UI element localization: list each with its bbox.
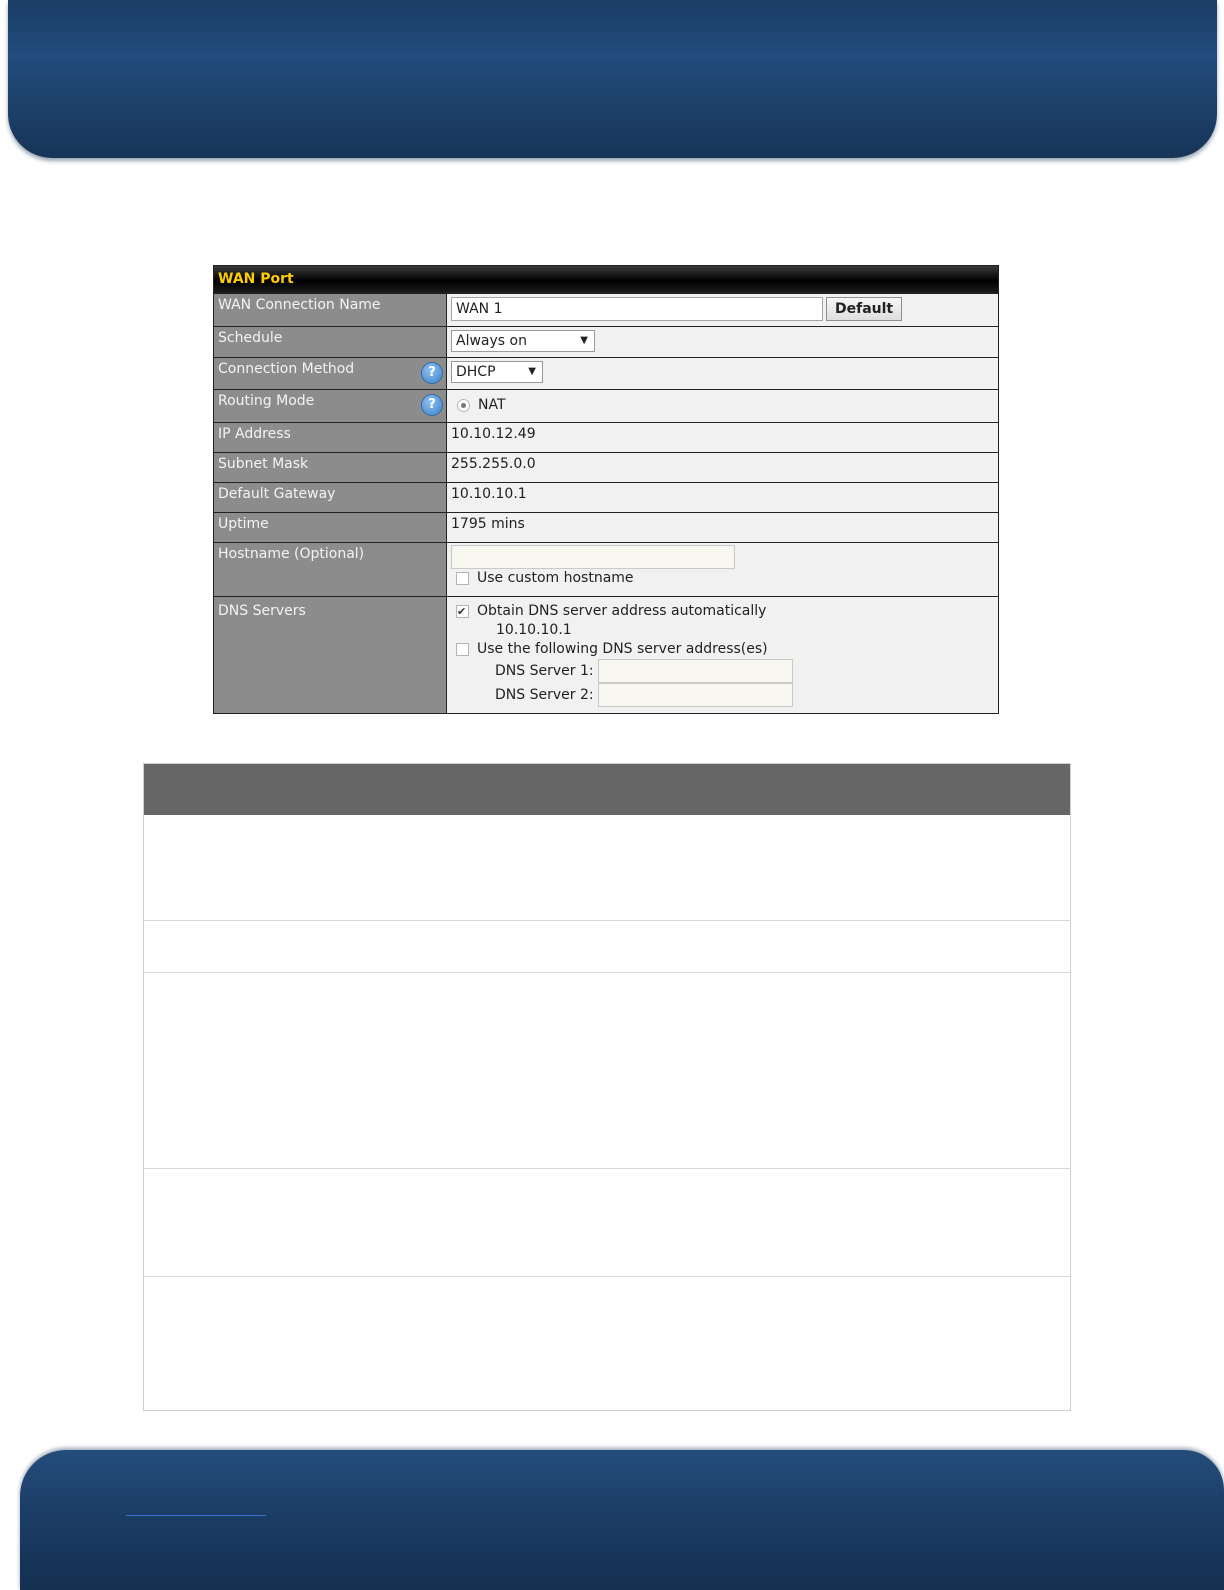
subnet-mask-label: Subnet Mask bbox=[214, 453, 447, 482]
table-row bbox=[144, 1168, 1070, 1276]
row-schedule bbox=[214, 326, 998, 357]
schedule-selected: Always on bbox=[456, 333, 527, 349]
ip-address-value: 10.10.12.49 bbox=[447, 423, 998, 452]
dns-servers-label: DNS Servers bbox=[214, 597, 447, 713]
row-uptime bbox=[214, 512, 998, 542]
row-connection-method bbox=[214, 357, 998, 389]
dropdown-arrow-icon: ▼ bbox=[580, 335, 588, 346]
dropdown-arrow-icon: ▼ bbox=[528, 366, 536, 377]
dns-server-1-input[interactable] bbox=[598, 659, 793, 683]
uptime-label: Uptime bbox=[214, 513, 447, 542]
connection-name-label: WAN Connection Name bbox=[214, 294, 447, 326]
connection-method-label: Connection Method bbox=[218, 361, 355, 377]
manual-dns-label: Use the following DNS server address(es) bbox=[477, 641, 768, 657]
row-routing-mode bbox=[214, 389, 998, 422]
description-table bbox=[143, 763, 1071, 1411]
auto-dns-checkbox[interactable]: ✔ bbox=[456, 605, 469, 618]
ip-address-label: IP Address bbox=[214, 423, 447, 452]
routing-mode-label: Routing Mode bbox=[218, 393, 315, 409]
uptime-value: 1795 mins bbox=[447, 513, 998, 542]
dns-server-2-input[interactable] bbox=[598, 683, 793, 707]
connection-method-select[interactable] bbox=[451, 361, 543, 383]
dns-server-1-label: DNS Server 1: bbox=[495, 663, 594, 679]
hostname-input[interactable] bbox=[451, 545, 735, 569]
row-connection-name bbox=[214, 293, 998, 326]
footer-link[interactable] bbox=[126, 1514, 266, 1516]
table-row bbox=[144, 1276, 1070, 1409]
custom-hostname-checkbox[interactable] bbox=[456, 572, 469, 585]
help-icon[interactable]: ? bbox=[422, 363, 442, 383]
manual-dns-checkbox[interactable] bbox=[456, 643, 469, 656]
connection-method-selected: DHCP bbox=[456, 364, 496, 380]
row-subnet-mask bbox=[214, 452, 998, 482]
connection-name-input[interactable]: WAN 1 bbox=[451, 297, 823, 321]
table-row bbox=[144, 972, 1070, 1168]
default-gateway-value: 10.10.10.1 bbox=[447, 483, 998, 512]
nat-radio[interactable] bbox=[457, 399, 470, 412]
bottom-banner bbox=[20, 1450, 1224, 1590]
table-row bbox=[144, 815, 1070, 920]
schedule-select[interactable] bbox=[451, 330, 595, 352]
table-row bbox=[144, 920, 1070, 972]
schedule-label: Schedule bbox=[214, 327, 447, 357]
nat-label: NAT bbox=[478, 397, 506, 413]
wan-port-title: WAN Port bbox=[214, 266, 998, 293]
dns-server-2-label: DNS Server 2: bbox=[495, 687, 594, 703]
auto-dns-value: 10.10.10.1 bbox=[496, 622, 572, 638]
description-table-header bbox=[144, 764, 1070, 815]
row-dns-servers bbox=[214, 596, 998, 713]
row-default-gateway bbox=[214, 482, 998, 512]
help-icon[interactable]: ? bbox=[422, 395, 442, 415]
wan-port-panel bbox=[213, 265, 999, 714]
custom-hostname-label: Use custom hostname bbox=[477, 570, 634, 586]
auto-dns-label: Obtain DNS server address automatically bbox=[477, 603, 767, 619]
subnet-mask-value: 255.255.0.0 bbox=[447, 453, 998, 482]
row-hostname bbox=[214, 542, 998, 596]
top-banner bbox=[8, 0, 1217, 158]
row-ip-address bbox=[214, 422, 998, 452]
default-gateway-label: Default Gateway bbox=[214, 483, 447, 512]
hostname-label: Hostname (Optional) bbox=[214, 543, 447, 596]
default-button[interactable]: Default bbox=[826, 297, 902, 321]
